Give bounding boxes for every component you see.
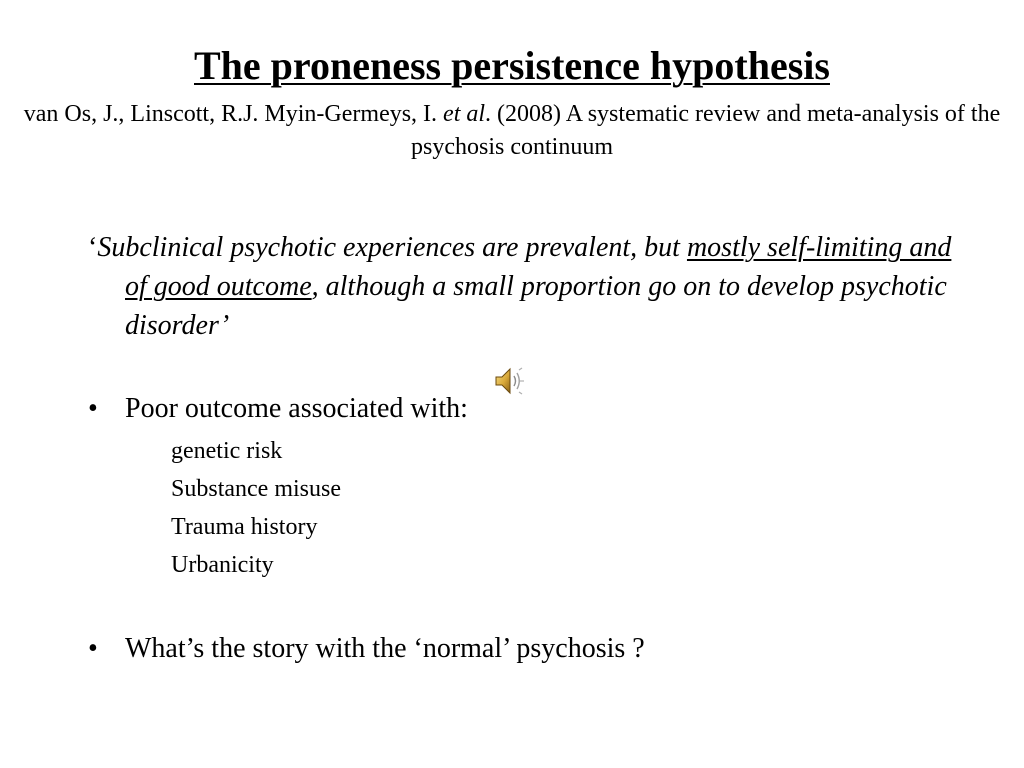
quote-open-mark: ‘ — [88, 232, 98, 263]
citation-et-al: et al — [443, 101, 486, 127]
bullet-poor-outcome — [88, 392, 468, 426]
speaker-icon-graphic — [493, 365, 525, 397]
quote-underlined-text: mostly self-limiting and of good outcome — [125, 232, 952, 302]
bullet-text: Poor outcome associated with: — [125, 393, 468, 424]
bullet-normal-psychosis — [88, 632, 645, 666]
slide-title: The proneness persistence hypothesis — [194, 43, 830, 88]
speaker-icon[interactable] — [493, 365, 525, 397]
quote-text-start: Subclinical psychotic experiences are prevalent, but — [97, 232, 687, 263]
citation-rest: . (2008) A systematic review and meta-analysis of the psychosis continuum — [411, 101, 1001, 160]
quote-paragraph — [88, 228, 955, 345]
quote-text-end: , although a small proportion go on to develop psychotic disorder’ — [125, 271, 947, 341]
bullet-text: What’s the story with the ‘normal’ psychosis ? — [125, 633, 645, 664]
citation — [20, 98, 1004, 164]
list-item: Substance misuse — [171, 476, 341, 502]
bullet-marker: • — [88, 633, 98, 664]
title-block — [20, 40, 1004, 164]
list-item: genetic risk — [171, 438, 283, 464]
list-item: Trauma history — [171, 514, 318, 540]
bullet-marker: • — [88, 393, 98, 424]
citation-authors: van Os, J., Linscott, R.J. Myin-Germeys, I. — [23, 101, 444, 127]
list-item: Urbanicity — [171, 552, 274, 578]
sub-bullet-list — [171, 432, 341, 584]
